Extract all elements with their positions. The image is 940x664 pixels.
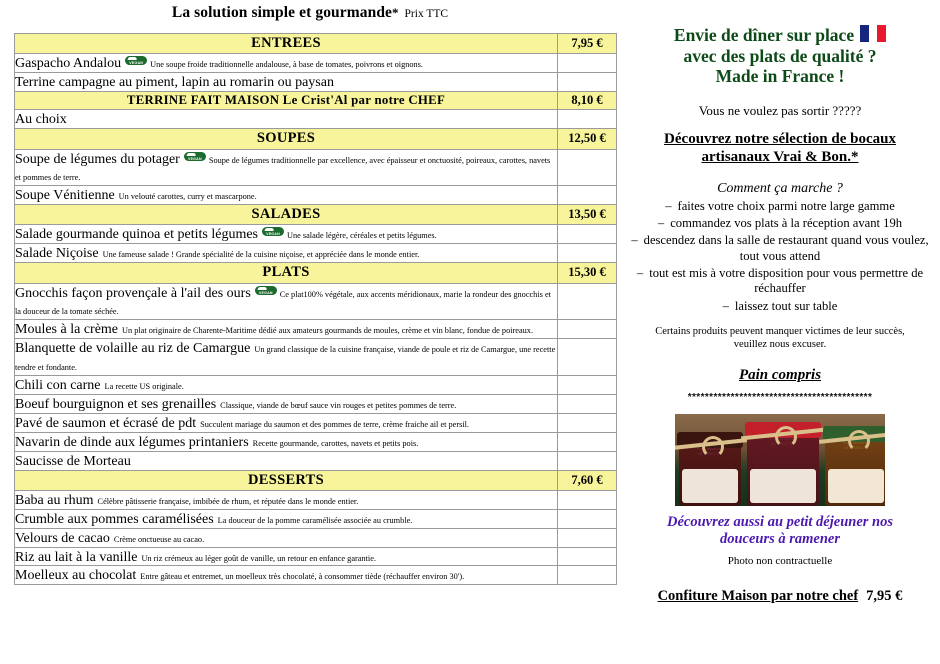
howto-title: Comment ça marche ? [717,180,843,196]
section-price: 12,50 € [558,129,617,149]
dish-description: Un grand classique de la cuisine française, viande de poule et riz de Camargue, une recette tendre et fondante. [15,345,556,373]
dish-name: Pavé de saumon et écrasé de pdt [15,415,197,431]
menu-item-row [15,244,617,263]
menu-item-price-cell [558,394,617,413]
menu-item-row [15,339,617,376]
menu-section-header [15,470,617,490]
dish-description: Une soupe froide traditionnelle andalouse, à base de tomates, poivrons et oignons. [150,60,423,70]
dish-name: Salade gourmande quinoa et petits légumes [15,227,258,243]
menu-item-price-cell [558,413,617,432]
menu-item-row [15,149,617,186]
dash-bullet-icon: – [665,198,672,213]
dash-bullet-icon: – [631,233,638,248]
apology-line1: Certains produits peuvent manquer victimes de leur succès, [655,326,905,338]
menu-item-price-cell [558,186,617,205]
howto-step-text: laissez tout sur table [734,298,838,313]
dish-description: Un riz crémeux au léger goût de vanille, un retour en enfance garantie. [141,553,376,563]
section-price: 7,60 € [558,470,617,490]
promo-subline: Vous ne voulez pas sortir ????? [698,102,862,118]
menu-item-cell [15,547,558,566]
promo-headline-line1: Envie de dîner sur place [673,25,855,45]
promo-discover-line1: Découvrez notre sélection de bocaux [664,130,896,147]
menu-item-cell [15,283,558,320]
howto-step-text: tout est mis à votre disposition pour vous permettre de réchauffer [649,265,924,296]
dash-bullet-icon: – [657,215,665,230]
dish-description: Recette gourmande, carottes, navets et petits pois. [252,438,419,448]
breakfast-line1: Découvrez aussi au petit déjeuner nos [667,513,893,530]
menu-item-price-cell [558,244,617,263]
promo-discover [620,130,940,167]
dish-name: Soupe de légumes du potager [15,151,180,167]
dish-description: Classique, viande de bœuf sauce vin rouges et petites pommes de terre. [220,400,457,410]
promo-headline [620,25,940,87]
menu-item-cell [15,376,558,395]
menu-item-row [15,320,617,339]
dish-description: Une salade légère, céréales et petits légumes. [287,231,437,241]
dish-name: Moelleux au chocolat [15,568,137,584]
dish-name: Gnocchis façon provençale à l'ail des ours [15,285,251,301]
dish-name: Boeuf bourguignon et ses grenailles [15,396,217,412]
menu-item-cell [15,339,558,376]
photo-disclaimer: Photo non contractuelle [727,555,833,568]
howto-step [620,299,940,314]
howto-step-text: commandez vos plats à la réception avant 19h [670,215,903,230]
section-name: SALADES [15,205,558,225]
menu-item-price-cell [558,54,617,73]
menu-item-price-cell [558,225,617,244]
menu-title-text: La solution simple et gourmande [171,4,393,21]
howto-steps-list [620,199,940,315]
menu-item-cell [15,186,558,205]
menu-table [14,33,617,585]
howto-step [620,233,940,264]
section-price: 7,95 € [558,34,617,54]
menu-item-cell [15,566,558,585]
dish-description: La douceur de la pomme caramélisée associée au crumble. [217,515,413,525]
vegan-badge-icon [262,227,284,236]
menu-item-cell [15,413,558,432]
menu-item-cell [15,244,558,263]
menu-item-row [15,110,617,129]
dish-name: Soupe Vénitienne [15,188,115,204]
promo-discover-line2: artisanaux Vrai & Bon.* [701,149,859,166]
menu-item-cell [15,451,558,470]
howto-step-text: descendez dans la salle de restaurant quand vous voulez, tout vous attend [643,233,929,263]
menu-item-price-cell [558,566,617,585]
dish-name: Baba au rhum [15,492,94,508]
menu-item-price-cell [558,73,617,92]
dish-description: Crème onctueuse au cacao. [113,534,205,544]
menu-section-header [15,92,617,110]
menu-item-row [15,432,617,451]
menu-item-row [15,73,617,92]
menu-item-price-cell [558,376,617,395]
menu-item-row [15,225,617,244]
dish-name: Chili con carne [15,378,101,394]
menu-item-row [15,547,617,566]
section-name: DESSERTS [15,470,558,490]
dish-name: Velours de cacao [15,530,110,546]
vegan-badge-icon [255,286,277,295]
vegan-badge-icon [184,152,206,161]
menu-item-cell [15,509,558,528]
dish-name: Moules à la crème [15,322,119,338]
menu-item-cell [15,432,558,451]
menu-item-row [15,283,617,320]
section-price: 15,30 € [558,263,617,283]
menu-item-row [15,528,617,547]
dish-name: Terrine campagne au piment, lapin au romarin ou paysan [15,75,334,91]
dish-name: Riz au lait à la vanille [15,549,138,565]
confiture-label: Confiture Maison par notre chef [657,588,859,605]
section-name: PLATS [15,263,558,283]
howto-step [620,266,940,297]
menu-item-price-cell [558,547,617,566]
menu-item-row [15,54,617,73]
menu-item-row [15,566,617,585]
menu-item-price-cell [558,339,617,376]
price-note: Prix TTC [404,8,449,20]
menu-title-asterisk: * [392,5,399,20]
dish-name: Crumble aux pommes caramélisées [15,511,214,527]
dish-name: Au choix [15,112,67,128]
menu-item-row [15,509,617,528]
section-name: ENTREES [15,34,558,54]
menu-item-price-cell [558,432,617,451]
section-name: SOUPES [15,129,558,149]
breakfast-promo [620,514,940,549]
section-name: TERRINE FAIT MAISON Le Crist'Al par notre CHEF [15,92,558,110]
menu-item-price-cell [558,451,617,470]
menu-item-row [15,186,617,205]
dish-name: Saucisse de Morteau [15,453,131,469]
dish-description: Un plat originaire de Charente-Maritime dédié aux amateurs gourmands de moules, crème et vin blanc, fondue de poireaux. [122,326,534,336]
dish-description: Célèbre pâtisserie française, imbibée de rhum, et réputée dans le monde entier. [97,496,359,506]
breakfast-line2: douceurs à ramener [719,531,841,548]
dash-bullet-icon: – [722,298,729,313]
dish-description: Entre gâteau et entremet, un moelleux très chocolaté, à consommer tiède (réchauffer environ 30'). [140,572,465,582]
page-title [0,0,620,22]
menu-section-header [15,263,617,283]
menu-item-row [15,413,617,432]
menu-section-header [15,34,617,54]
confiture-price: 7,95 € [866,588,903,605]
menu-item-price-cell [558,528,617,547]
menu-item-cell [15,73,558,92]
menu-item-cell [15,490,558,509]
menu-item-cell [15,149,558,186]
menu-item-cell [15,320,558,339]
apology-note [620,326,940,352]
menu-item-cell [15,394,558,413]
promo-headline-line3: Made in France ! [715,66,845,87]
dish-name: Salade Niçoise [15,246,99,262]
howto-step-text: faites votre choix parmi notre large gamme [677,198,895,213]
jam-jars-photo [675,414,885,506]
menu-item-cell [15,110,558,129]
jam-jar-left: FAIT MAISON LE CRIST'AL [679,432,741,506]
jam-jar-center: FAIT MAISON LE CRIST'AL [747,422,819,506]
dish-name: Blanquette de volaille au riz de Camargue [15,341,251,357]
howto-step [620,216,940,231]
pain-compris-note: Pain compris [738,366,822,383]
menu-item-price-cell [558,283,617,320]
menu-item-price-cell [558,490,617,509]
menu-item-cell [15,54,558,73]
confiture-price-line [620,588,940,605]
howto-step [620,199,940,214]
menu-item-row [15,490,617,509]
jam-jar-right: FAIT MAISON LE CRIST'AL [825,426,885,506]
vegan-badge-icon [125,56,147,65]
menu-item-price-cell [558,110,617,129]
dash-bullet-icon: – [636,265,644,280]
dish-description: Une fameuse salade ! Grande spécialité de la cuisine niçoise, et appréciée dans le monde entier. [102,250,420,260]
menu-item-row [15,451,617,470]
menu-item-cell [15,225,558,244]
menu-item-price-cell [558,509,617,528]
promo-headline-line2: avec des plats de qualité ? [683,45,877,66]
section-price: 13,50 € [558,205,617,225]
dish-description: Succulent mariage du saumon et des pommes de terre, crème fraiche ail et persil. [200,419,470,429]
apology-line2: veuillez nous excuser. [733,338,827,350]
menu-item-row [15,394,617,413]
star-divider: ******************************************* [687,391,873,403]
dish-description: La recette US originale. [104,382,184,392]
dish-name: Gaspacho Andalou [15,56,122,72]
menu-item-row [15,376,617,395]
menu-section-header [15,205,617,225]
menu-item-cell [15,528,558,547]
dish-name: Navarin de dinde aux légumes printaniers [15,434,249,450]
section-price: 8,10 € [558,92,617,110]
promo-panel [620,0,940,664]
dish-description: Ce plat100% végétale, aux accents méridionaux, marie la rondeur des gnocchis et la douceur de la tomate séchée. [15,289,551,317]
menu-item-price-cell [558,320,617,339]
dish-description: Un velouté carottes, curry et mascarpone. [118,192,257,202]
menu-section-header [15,129,617,149]
french-flag-icon [860,25,886,42]
menu-item-price-cell [558,149,617,186]
dish-description: Soupe de légumes traditionnelle par excellence, avec épaisseur et onctuosité, poireaux, carottes, navets et pommes de terre. [15,155,551,183]
